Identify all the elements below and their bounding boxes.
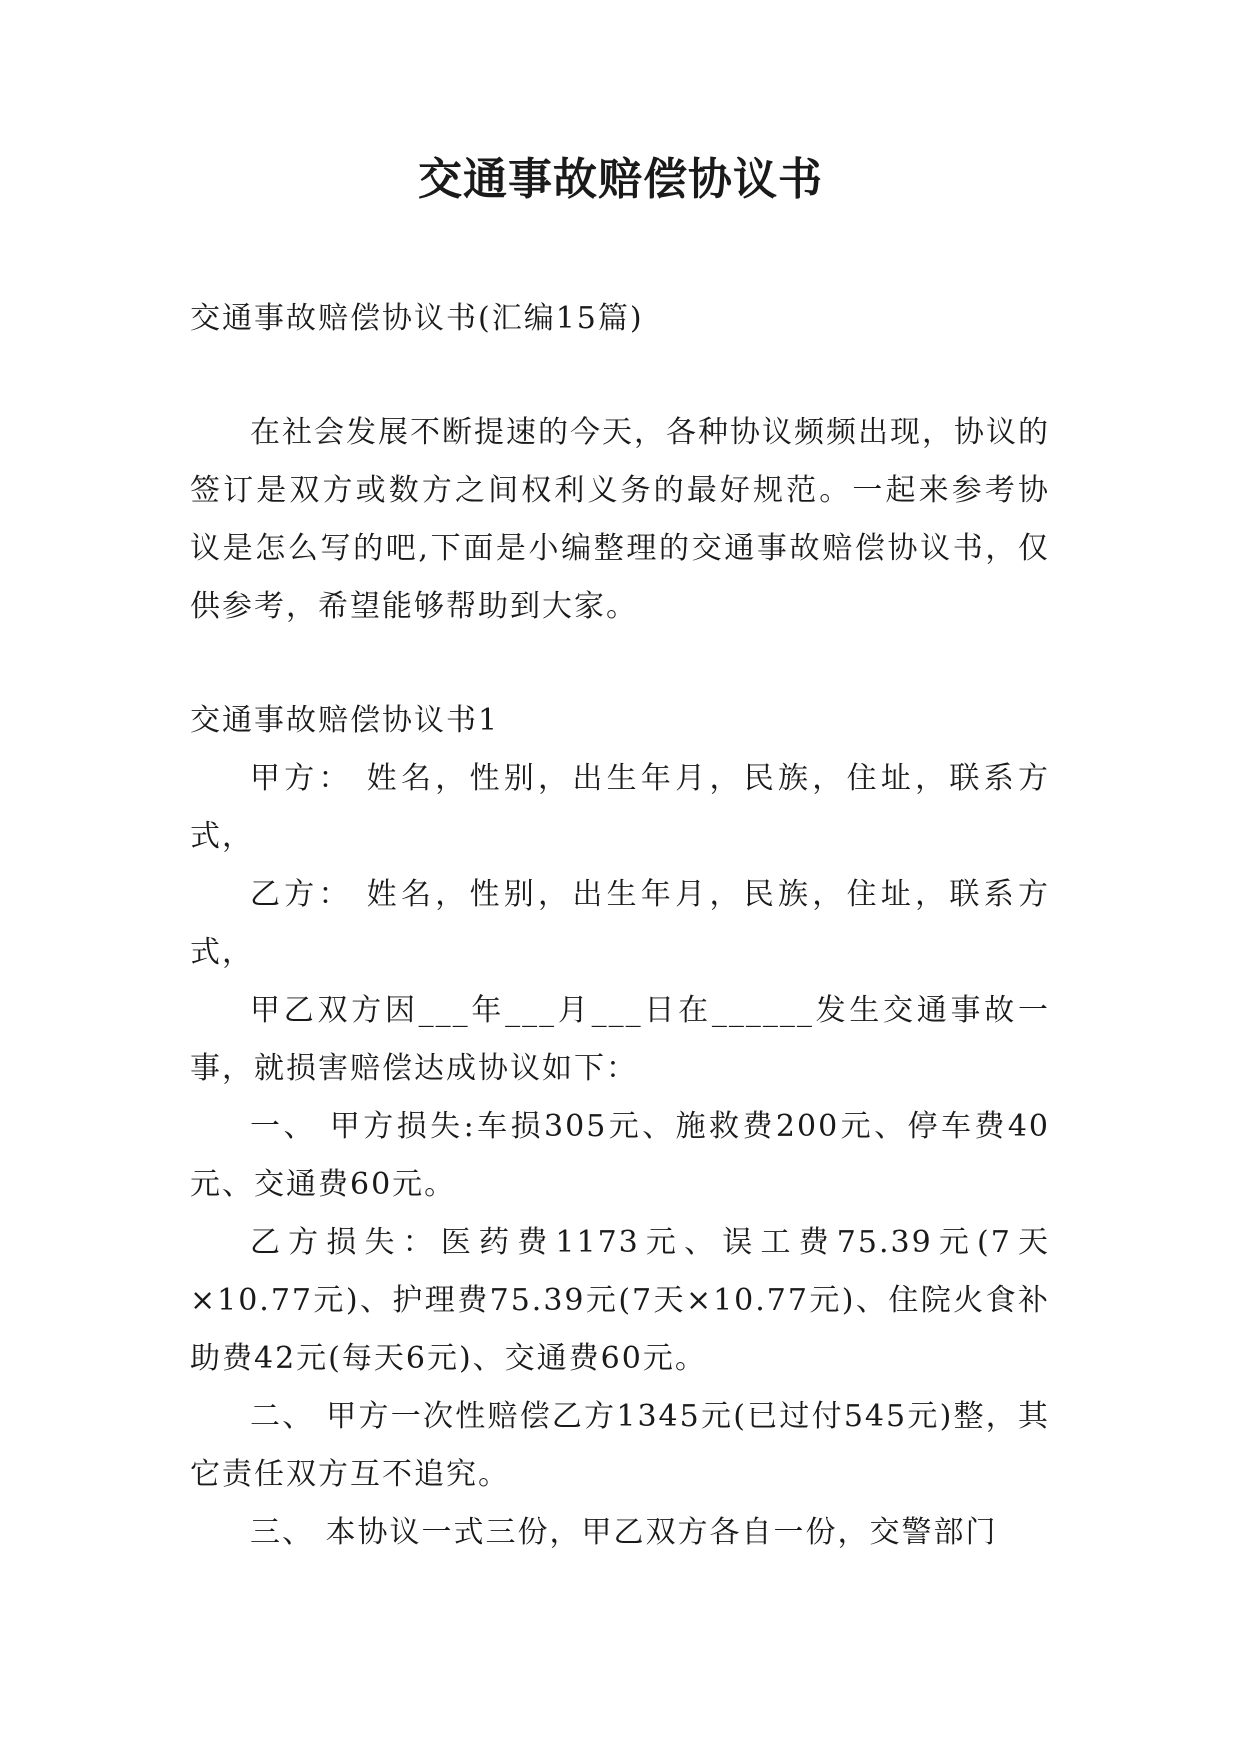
party-a-paragraph: 甲方： 姓名，性别，出生年月，民族，住址，联系方式， <box>190 761 1050 854</box>
section-title: 交通事故赔偿协议书1 <box>190 703 500 738</box>
party-b-paragraph: 乙方： 姓名，性别，出生年月，民族，住址，联系方式， <box>190 877 1050 970</box>
intro-paragraph: 在社会发展不断提速的今天，各种协议频频出现，协议的签订是双方或数方之间权利义务的最好规范。一起来参考协议是怎么写的吧,下面是小编整理的交通事故赔偿协议书，仅供参考，希望能够帮助到大家。 <box>190 415 1050 624</box>
clause-1-paragraph: 一、 甲方损失:车损305元、施救费200元、停车费40元、交通费60元。 <box>190 1109 1050 1202</box>
document-body <box>190 290 1050 1562</box>
document-subtitle: 交通事故赔偿协议书(汇编15篇) <box>190 301 644 336</box>
document-title: 交通事故赔偿协议书 <box>418 154 823 205</box>
accident-paragraph: 甲乙双方因___年___月___日在______发生交通事故一事，就损害赔偿达成协议如下： <box>190 993 1050 1086</box>
party-b-loss-paragraph: 乙方损失：医药费1173元、误工费75.39元(7天×10.77元)、护理费75.39元(7天×10.77元)、住院火食补助费42元(每天6元)、交通费60元。 <box>190 1225 1050 1376</box>
clause-3-paragraph: 三、 本协议一式三份，甲乙双方各自一份，交警部门 <box>250 1515 998 1550</box>
clause-2-paragraph: 二、 甲方一次性赔偿乙方1345元(已过付545元)整，其它责任双方互不追究。 <box>190 1399 1050 1492</box>
